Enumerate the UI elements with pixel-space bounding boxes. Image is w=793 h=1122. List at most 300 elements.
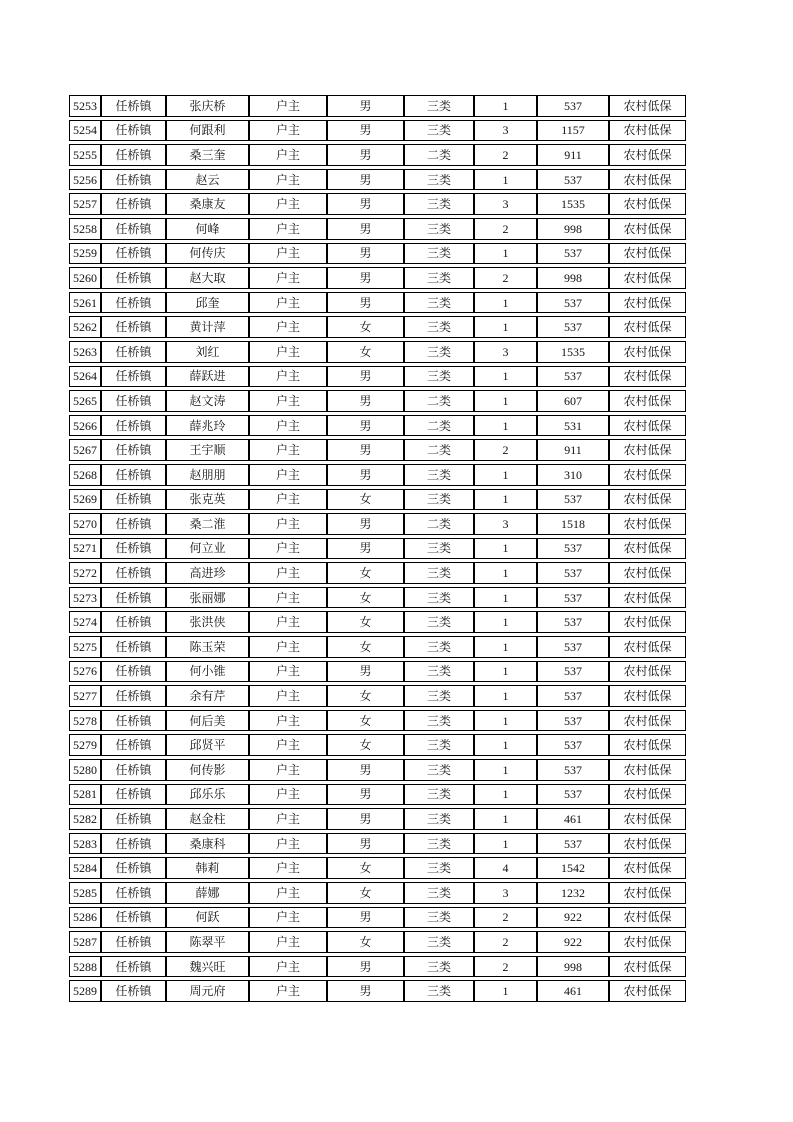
cell-relation: 户主	[249, 193, 327, 215]
cell-name: 何立业	[166, 538, 249, 560]
cell-category: 三类	[404, 95, 474, 117]
cell-relation: 户主	[249, 390, 327, 412]
cell-member-count: 2	[474, 218, 537, 240]
cell-relation: 户主	[249, 120, 327, 142]
cell-town: 任桥镇	[101, 218, 166, 240]
cell-gender: 女	[327, 562, 404, 584]
cell-town: 任桥镇	[101, 956, 166, 978]
cell-category: 三类	[404, 464, 474, 486]
cell-member-count: 1	[474, 243, 537, 265]
cell-program: 农村低保	[609, 513, 686, 535]
cell-name: 周元府	[166, 980, 249, 1002]
cell-amount: 537	[537, 611, 609, 633]
cell-gender: 男	[327, 390, 404, 412]
cell-program: 农村低保	[609, 784, 686, 806]
cell-relation: 户主	[249, 611, 327, 633]
table-row	[69, 956, 686, 978]
cell-amount: 537	[537, 685, 609, 707]
cell-id: 5273	[69, 587, 101, 609]
cell-program: 农村低保	[609, 685, 686, 707]
cell-category: 三类	[404, 980, 474, 1002]
cell-name: 魏兴旺	[166, 956, 249, 978]
cell-name: 桑康友	[166, 193, 249, 215]
cell-category: 三类	[404, 193, 474, 215]
cell-id: 5263	[69, 341, 101, 363]
table-row	[69, 267, 686, 289]
cell-id: 5272	[69, 562, 101, 584]
cell-town: 任桥镇	[101, 808, 166, 830]
cell-member-count: 2	[474, 267, 537, 289]
cell-id: 5269	[69, 489, 101, 511]
cell-program: 农村低保	[609, 661, 686, 683]
cell-id: 5278	[69, 710, 101, 732]
table-row	[69, 439, 686, 461]
cell-id: 5254	[69, 120, 101, 142]
cell-relation: 户主	[249, 292, 327, 314]
cell-name: 何后美	[166, 710, 249, 732]
cell-category: 二类	[404, 415, 474, 437]
cell-id: 5261	[69, 292, 101, 314]
cell-name: 何小锥	[166, 661, 249, 683]
cell-amount: 922	[537, 931, 609, 953]
cell-member-count: 1	[474, 316, 537, 338]
cell-relation: 户主	[249, 685, 327, 707]
cell-amount: 537	[537, 833, 609, 855]
cell-town: 任桥镇	[101, 366, 166, 388]
cell-category: 三类	[404, 857, 474, 879]
cell-relation: 户主	[249, 636, 327, 658]
cell-relation: 户主	[249, 857, 327, 879]
cell-name: 邱贤平	[166, 734, 249, 756]
cell-name: 张庆桥	[166, 95, 249, 117]
cell-town: 任桥镇	[101, 784, 166, 806]
cell-gender: 男	[327, 415, 404, 437]
cell-gender: 女	[327, 341, 404, 363]
cell-gender: 男	[327, 193, 404, 215]
cell-category: 三类	[404, 169, 474, 191]
cell-program: 农村低保	[609, 857, 686, 879]
cell-amount: 537	[537, 243, 609, 265]
table-row	[69, 784, 686, 806]
cell-category: 三类	[404, 316, 474, 338]
cell-program: 农村低保	[609, 415, 686, 437]
cell-id: 5253	[69, 95, 101, 117]
cell-name: 赵金柱	[166, 808, 249, 830]
cell-town: 任桥镇	[101, 144, 166, 166]
cell-gender: 女	[327, 734, 404, 756]
table-row	[69, 611, 686, 633]
table-row	[69, 857, 686, 879]
cell-member-count: 1	[474, 489, 537, 511]
cell-name: 王宇顺	[166, 439, 249, 461]
cell-name: 何跃	[166, 907, 249, 929]
table-row	[69, 169, 686, 191]
cell-member-count: 2	[474, 907, 537, 929]
cell-member-count: 1	[474, 390, 537, 412]
table-row	[69, 243, 686, 265]
cell-category: 三类	[404, 833, 474, 855]
cell-gender: 男	[327, 784, 404, 806]
cell-program: 农村低保	[609, 980, 686, 1002]
cell-category: 三类	[404, 341, 474, 363]
cell-program: 农村低保	[609, 833, 686, 855]
cell-name: 薛跃进	[166, 366, 249, 388]
cell-gender: 男	[327, 956, 404, 978]
cell-name: 何峰	[166, 218, 249, 240]
cell-program: 农村低保	[609, 907, 686, 929]
cell-town: 任桥镇	[101, 980, 166, 1002]
cell-relation: 户主	[249, 587, 327, 609]
cell-program: 农村低保	[609, 193, 686, 215]
cell-program: 农村低保	[609, 243, 686, 265]
cell-town: 任桥镇	[101, 587, 166, 609]
cell-name: 邱奎	[166, 292, 249, 314]
cell-program: 农村低保	[609, 439, 686, 461]
cell-gender: 男	[327, 980, 404, 1002]
cell-town: 任桥镇	[101, 464, 166, 486]
cell-relation: 户主	[249, 734, 327, 756]
cell-member-count: 1	[474, 562, 537, 584]
table-row	[69, 120, 686, 142]
cell-name: 何传庆	[166, 243, 249, 265]
cell-id: 5288	[69, 956, 101, 978]
cell-town: 任桥镇	[101, 292, 166, 314]
cell-program: 农村低保	[609, 316, 686, 338]
cell-member-count: 1	[474, 808, 537, 830]
cell-amount: 537	[537, 366, 609, 388]
cell-relation: 户主	[249, 513, 327, 535]
cell-name: 高进珍	[166, 562, 249, 584]
cell-member-count: 3	[474, 193, 537, 215]
cell-member-count: 2	[474, 144, 537, 166]
cell-amount: 461	[537, 980, 609, 1002]
cell-id: 5266	[69, 415, 101, 437]
cell-amount: 1157	[537, 120, 609, 142]
cell-gender: 男	[327, 366, 404, 388]
cell-relation: 户主	[249, 661, 327, 683]
cell-program: 农村低保	[609, 341, 686, 363]
table-row	[69, 415, 686, 437]
table-body	[69, 95, 686, 1002]
cell-gender: 女	[327, 316, 404, 338]
cell-program: 农村低保	[609, 464, 686, 486]
cell-member-count: 1	[474, 292, 537, 314]
table-row	[69, 95, 686, 117]
cell-town: 任桥镇	[101, 759, 166, 781]
cell-gender: 男	[327, 120, 404, 142]
cell-relation: 户主	[249, 341, 327, 363]
cell-town: 任桥镇	[101, 169, 166, 191]
cell-gender: 女	[327, 489, 404, 511]
cell-member-count: 2	[474, 931, 537, 953]
cell-relation: 户主	[249, 956, 327, 978]
cell-category: 二类	[404, 144, 474, 166]
cell-name: 赵朋朋	[166, 464, 249, 486]
cell-amount: 537	[537, 292, 609, 314]
cell-gender: 男	[327, 95, 404, 117]
cell-name: 何跟利	[166, 120, 249, 142]
cell-category: 三类	[404, 931, 474, 953]
cell-gender: 女	[327, 636, 404, 658]
table-row	[69, 464, 686, 486]
cell-amount: 607	[537, 390, 609, 412]
table-row	[69, 685, 686, 707]
table-row	[69, 316, 686, 338]
cell-category: 三类	[404, 218, 474, 240]
table-row	[69, 218, 686, 240]
table-row	[69, 661, 686, 683]
cell-gender: 男	[327, 661, 404, 683]
table-row	[69, 513, 686, 535]
cell-category: 三类	[404, 759, 474, 781]
cell-amount: 537	[537, 661, 609, 683]
cell-program: 农村低保	[609, 489, 686, 511]
cell-program: 农村低保	[609, 218, 686, 240]
cell-category: 三类	[404, 710, 474, 732]
cell-category: 三类	[404, 562, 474, 584]
cell-gender: 女	[327, 931, 404, 953]
cell-member-count: 3	[474, 882, 537, 904]
cell-program: 农村低保	[609, 710, 686, 732]
cell-amount: 1542	[537, 857, 609, 879]
cell-category: 三类	[404, 808, 474, 830]
cell-id: 5256	[69, 169, 101, 191]
cell-id: 5257	[69, 193, 101, 215]
cell-relation: 户主	[249, 95, 327, 117]
cell-gender: 女	[327, 857, 404, 879]
cell-member-count: 1	[474, 587, 537, 609]
table-row	[69, 759, 686, 781]
cell-relation: 户主	[249, 366, 327, 388]
cell-program: 农村低保	[609, 292, 686, 314]
cell-relation: 户主	[249, 562, 327, 584]
cell-name: 赵文涛	[166, 390, 249, 412]
cell-id: 5287	[69, 931, 101, 953]
cell-town: 任桥镇	[101, 685, 166, 707]
cell-category: 二类	[404, 390, 474, 412]
cell-town: 任桥镇	[101, 562, 166, 584]
cell-member-count: 1	[474, 636, 537, 658]
cell-gender: 男	[327, 267, 404, 289]
cell-relation: 户主	[249, 316, 327, 338]
cell-amount: 1232	[537, 882, 609, 904]
cell-name: 张丽娜	[166, 587, 249, 609]
cell-member-count: 4	[474, 857, 537, 879]
cell-category: 三类	[404, 661, 474, 683]
cell-category: 三类	[404, 243, 474, 265]
table-row	[69, 636, 686, 658]
cell-town: 任桥镇	[101, 193, 166, 215]
cell-program: 农村低保	[609, 882, 686, 904]
cell-gender: 女	[327, 710, 404, 732]
cell-program: 农村低保	[609, 562, 686, 584]
cell-town: 任桥镇	[101, 734, 166, 756]
cell-program: 农村低保	[609, 144, 686, 166]
table-row	[69, 366, 686, 388]
cell-member-count: 1	[474, 464, 537, 486]
cell-town: 任桥镇	[101, 95, 166, 117]
table-row	[69, 144, 686, 166]
cell-id: 5270	[69, 513, 101, 535]
cell-town: 任桥镇	[101, 341, 166, 363]
cell-id: 5265	[69, 390, 101, 412]
cell-member-count: 1	[474, 538, 537, 560]
cell-name: 张克英	[166, 489, 249, 511]
cell-gender: 女	[327, 685, 404, 707]
cell-id: 5259	[69, 243, 101, 265]
cell-name: 张洪侠	[166, 611, 249, 633]
cell-program: 农村低保	[609, 956, 686, 978]
cell-amount: 537	[537, 759, 609, 781]
cell-town: 任桥镇	[101, 489, 166, 511]
table-row	[69, 907, 686, 929]
cell-amount: 922	[537, 907, 609, 929]
cell-name: 桑康科	[166, 833, 249, 855]
cell-gender: 男	[327, 169, 404, 191]
cell-relation: 户主	[249, 144, 327, 166]
table-row	[69, 833, 686, 855]
table-row	[69, 980, 686, 1002]
cell-category: 三类	[404, 489, 474, 511]
cell-gender: 女	[327, 611, 404, 633]
household-roster-table	[69, 92, 686, 1005]
cell-name: 赵云	[166, 169, 249, 191]
cell-id: 5264	[69, 366, 101, 388]
cell-relation: 户主	[249, 759, 327, 781]
cell-category: 二类	[404, 513, 474, 535]
cell-program: 农村低保	[609, 366, 686, 388]
cell-category: 三类	[404, 611, 474, 633]
cell-id: 5262	[69, 316, 101, 338]
cell-amount: 537	[537, 784, 609, 806]
cell-amount: 1518	[537, 513, 609, 535]
cell-gender: 女	[327, 882, 404, 904]
cell-member-count: 3	[474, 120, 537, 142]
cell-program: 农村低保	[609, 808, 686, 830]
cell-category: 三类	[404, 366, 474, 388]
table-row	[69, 562, 686, 584]
cell-relation: 户主	[249, 980, 327, 1002]
cell-category: 三类	[404, 734, 474, 756]
cell-id: 5283	[69, 833, 101, 855]
cell-relation: 户主	[249, 243, 327, 265]
cell-town: 任桥镇	[101, 513, 166, 535]
cell-name: 赵大取	[166, 267, 249, 289]
cell-id: 5282	[69, 808, 101, 830]
cell-program: 农村低保	[609, 611, 686, 633]
cell-gender: 女	[327, 587, 404, 609]
cell-program: 农村低保	[609, 636, 686, 658]
cell-member-count: 3	[474, 513, 537, 535]
cell-amount: 537	[537, 562, 609, 584]
cell-gender: 男	[327, 759, 404, 781]
cell-town: 任桥镇	[101, 907, 166, 929]
cell-amount: 998	[537, 218, 609, 240]
cell-relation: 户主	[249, 439, 327, 461]
cell-amount: 537	[537, 169, 609, 191]
cell-member-count: 1	[474, 784, 537, 806]
cell-town: 任桥镇	[101, 316, 166, 338]
cell-gender: 男	[327, 144, 404, 166]
cell-id: 5271	[69, 538, 101, 560]
cell-id: 5267	[69, 439, 101, 461]
cell-amount: 537	[537, 538, 609, 560]
cell-town: 任桥镇	[101, 439, 166, 461]
cell-category: 三类	[404, 538, 474, 560]
cell-amount: 998	[537, 956, 609, 978]
cell-relation: 户主	[249, 833, 327, 855]
table-row	[69, 931, 686, 953]
table-row	[69, 882, 686, 904]
cell-gender: 男	[327, 439, 404, 461]
cell-relation: 户主	[249, 415, 327, 437]
cell-program: 农村低保	[609, 587, 686, 609]
cell-town: 任桥镇	[101, 833, 166, 855]
cell-category: 三类	[404, 120, 474, 142]
cell-name: 桑三奎	[166, 144, 249, 166]
cell-category: 三类	[404, 784, 474, 806]
cell-category: 三类	[404, 267, 474, 289]
cell-member-count: 1	[474, 611, 537, 633]
cell-relation: 户主	[249, 489, 327, 511]
cell-member-count: 1	[474, 169, 537, 191]
table-row	[69, 587, 686, 609]
cell-name: 韩莉	[166, 857, 249, 879]
table-row	[69, 808, 686, 830]
cell-category: 三类	[404, 292, 474, 314]
cell-town: 任桥镇	[101, 661, 166, 683]
cell-name: 余有芹	[166, 685, 249, 707]
cell-town: 任桥镇	[101, 931, 166, 953]
table-row	[69, 734, 686, 756]
cell-member-count: 1	[474, 980, 537, 1002]
cell-gender: 男	[327, 513, 404, 535]
cell-member-count: 1	[474, 95, 537, 117]
cell-gender: 男	[327, 538, 404, 560]
cell-category: 三类	[404, 636, 474, 658]
cell-member-count: 3	[474, 341, 537, 363]
cell-town: 任桥镇	[101, 243, 166, 265]
cell-id: 5258	[69, 218, 101, 240]
cell-program: 农村低保	[609, 538, 686, 560]
cell-member-count: 1	[474, 710, 537, 732]
cell-member-count: 1	[474, 661, 537, 683]
cell-town: 任桥镇	[101, 636, 166, 658]
cell-relation: 户主	[249, 882, 327, 904]
cell-program: 农村低保	[609, 169, 686, 191]
cell-member-count: 1	[474, 734, 537, 756]
cell-gender: 男	[327, 243, 404, 265]
cell-town: 任桥镇	[101, 120, 166, 142]
cell-id: 5285	[69, 882, 101, 904]
cell-id: 5284	[69, 857, 101, 879]
cell-name: 邱乐乐	[166, 784, 249, 806]
cell-program: 农村低保	[609, 390, 686, 412]
cell-id: 5268	[69, 464, 101, 486]
cell-amount: 461	[537, 808, 609, 830]
cell-relation: 户主	[249, 710, 327, 732]
cell-amount: 537	[537, 734, 609, 756]
table-row	[69, 292, 686, 314]
cell-id: 5276	[69, 661, 101, 683]
cell-id: 5286	[69, 907, 101, 929]
cell-program: 农村低保	[609, 734, 686, 756]
cell-relation: 户主	[249, 218, 327, 240]
cell-category: 三类	[404, 882, 474, 904]
table-row	[69, 538, 686, 560]
cell-town: 任桥镇	[101, 611, 166, 633]
cell-relation: 户主	[249, 169, 327, 191]
